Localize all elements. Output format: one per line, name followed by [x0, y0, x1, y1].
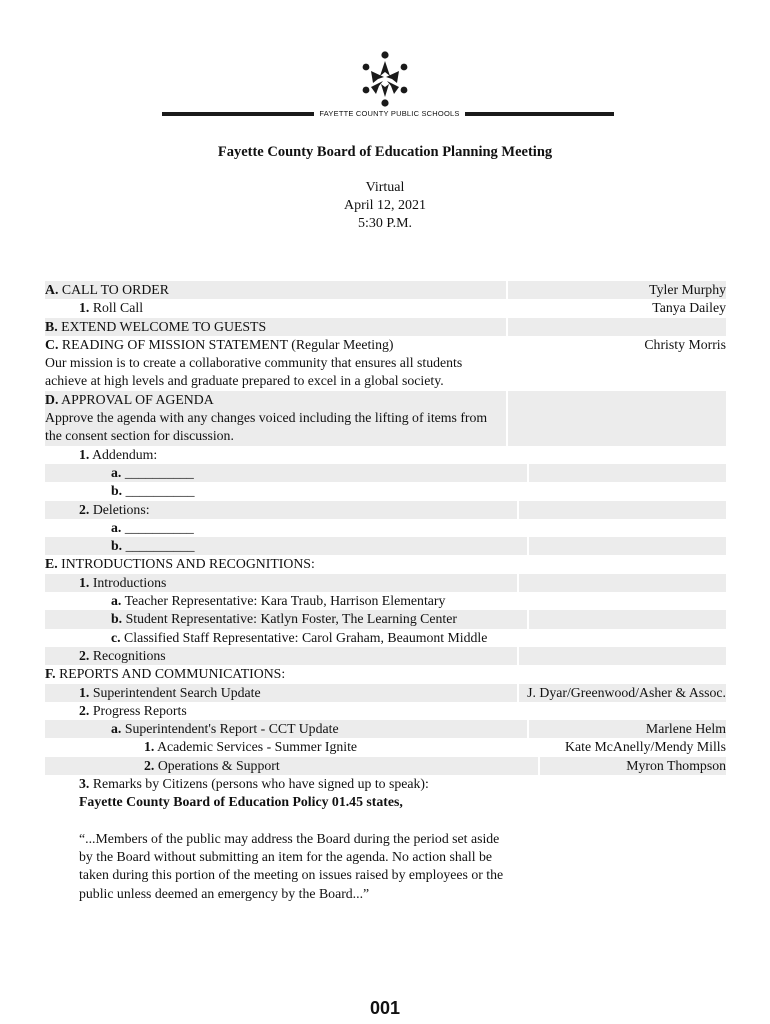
agenda-item-label: Student Representative: Katlyn Foster, The Learning Center	[125, 611, 457, 627]
agenda-item-e2	[45, 647, 726, 665]
agenda-item-number: b.	[111, 611, 123, 627]
policy-gap	[79, 812, 504, 830]
agenda-item-number: 1.	[144, 739, 155, 755]
agenda-item-d2b	[45, 537, 726, 555]
agenda-item-text	[45, 501, 517, 519]
agenda-item-a1	[45, 299, 726, 317]
agenda-item-presenter	[508, 409, 726, 446]
agenda-item-e1b	[45, 610, 726, 628]
agenda-item-label: __________	[125, 483, 195, 499]
agenda-item-text	[45, 354, 506, 391]
agenda-item-text	[45, 464, 527, 482]
agenda-item-text	[45, 537, 527, 555]
agenda-item-text	[45, 592, 527, 610]
agenda-item-presenter	[529, 519, 726, 537]
meeting-title: Fayette County Board of Education Planning Meeting	[217, 144, 553, 160]
agenda-item-number: 1.	[79, 446, 90, 462]
agenda-item-label: Addendum:	[92, 446, 158, 462]
meeting-mode: Virtual	[365, 180, 405, 195]
agenda-item-label: __________	[125, 538, 195, 554]
agenda-item-presenter	[508, 555, 726, 573]
agenda-item-text	[45, 629, 527, 647]
agenda-item-presenter	[519, 702, 726, 720]
agenda-item-label: Progress Reports	[92, 702, 187, 718]
agenda-item-label: REPORTS AND COMMUNICATIONS:	[59, 666, 286, 682]
policy-heading: Fayette County Board of Education Policy 01.45 states,	[79, 794, 403, 810]
agenda-item-f	[45, 665, 726, 683]
agenda-item-number: 2.	[79, 702, 90, 718]
page-number: 001	[369, 998, 401, 1018]
agenda-item-text	[45, 482, 527, 500]
agenda-item-text	[45, 610, 527, 628]
agenda-item-d1a	[45, 464, 726, 482]
agenda-item-presenter	[508, 665, 726, 683]
agenda-item-presenter	[519, 647, 726, 665]
agenda-item-label: Recognitions	[92, 647, 166, 663]
agenda-item-text	[45, 519, 527, 537]
header-rule-left	[162, 112, 314, 116]
agenda-item-presenter	[519, 574, 726, 592]
agenda-item-label: INTRODUCTIONS AND RECOGNITIONS:	[61, 556, 315, 572]
policy-quote: “...Members of the public may address the Board during the period set aside by the Board without submitting an item for the agenda. No action shall be taken during this portion of the meeting on issues raised by employees or the public unless deemed an emergency by the Board...”	[79, 830, 504, 901]
agenda-item-label: Roll Call	[92, 300, 144, 316]
agenda-item-label: Deletions:	[92, 501, 150, 517]
agenda-item-text	[45, 738, 538, 756]
agenda-item-presenter: Kate McAnelly/Mendy Mills	[565, 739, 726, 755]
agenda-item-label: READING OF MISSION STATEMENT (Regular Meeting)	[61, 336, 394, 352]
agenda-item-e1a	[45, 592, 726, 610]
agenda-item-d1	[45, 446, 726, 464]
agenda-item-presenter: Myron Thompson	[540, 757, 726, 775]
agenda-item-presenter	[508, 318, 726, 336]
agenda-item-label: Superintendent Search Update	[92, 684, 261, 700]
agenda-item-text	[45, 409, 506, 446]
header-rule-right	[465, 112, 614, 116]
policy-block	[45, 793, 504, 902]
agenda-item-text	[45, 318, 506, 336]
agenda-item-text	[45, 555, 506, 573]
meeting-date: April 12, 2021	[343, 198, 427, 213]
agenda-item-d2a	[45, 519, 726, 537]
agenda-item-d	[45, 391, 726, 409]
agenda-item-c-body	[45, 354, 726, 391]
agenda-item-number: 1.	[79, 684, 90, 700]
agenda-item-presenter: Christy Morris	[644, 336, 726, 352]
agenda-item-number: a.	[111, 464, 122, 480]
agenda-item-text	[45, 720, 527, 738]
agenda-item-text	[45, 775, 517, 793]
agenda-item-label: Superintendent's Report - CCT Update	[124, 721, 339, 737]
agenda-item-text	[45, 281, 506, 299]
district-logo-icon	[357, 50, 413, 108]
agenda-item-presenter: J. Dyar/Greenwood/Asher & Assoc.	[519, 684, 726, 702]
agenda-item-text	[45, 391, 506, 409]
agenda-item-d1b	[45, 482, 726, 500]
agenda-item-number: a.	[111, 519, 122, 535]
agenda-item-number: a.	[111, 593, 122, 609]
agenda-item-label: Teacher Representative: Kara Traub, Harrison Elementary	[124, 593, 446, 609]
agenda-item-number: C.	[45, 336, 59, 352]
agenda-item-presenter	[529, 629, 726, 647]
agenda-item-e	[45, 555, 726, 573]
agenda-item-number: A.	[45, 282, 59, 297]
agenda-item-f1	[45, 684, 726, 702]
district-logo	[0, 0, 770, 130]
agenda-item-label: __________	[124, 464, 194, 480]
agenda-item-text	[45, 336, 506, 354]
agenda-item-label: Academic Services - Summer Ignite	[157, 739, 358, 755]
org-name: FAYETTE COUNTY PUBLIC SCHOOLS	[319, 109, 460, 118]
meeting-time: 5:30 P.M.	[357, 216, 413, 231]
agenda-item-presenter	[529, 610, 726, 628]
agenda-item-presenter	[519, 446, 726, 464]
agenda-item-text	[45, 684, 517, 702]
agenda-item-presenter	[529, 464, 726, 482]
agenda-item-f2a	[45, 720, 726, 738]
agenda-item-number: 2.	[144, 757, 155, 773]
agenda-item-f2a2	[45, 757, 726, 775]
agenda-item-number: 2.	[79, 647, 90, 663]
agenda-item-b	[45, 318, 726, 336]
agenda-item-f2	[45, 702, 726, 720]
agenda-item-number: a.	[111, 721, 122, 737]
agenda-item-label: APPROVAL OF AGENDA	[61, 391, 214, 407]
agenda-item-presenter: Marlene Helm	[529, 720, 726, 738]
agenda-item-label: Introductions	[92, 574, 167, 590]
agenda-item-text	[45, 446, 517, 464]
agenda-item-text	[45, 702, 517, 720]
agenda-item-number: 2.	[79, 501, 90, 517]
agenda-item-label: Approve the agenda with any changes voiced including the lifting of items from the consent section for discussion.	[45, 410, 488, 444]
agenda-item-label: Our mission is to create a collaborative community that ensures all students achieve at high levels and graduate prepared to excel in a global society.	[45, 355, 463, 389]
agenda-item-d-body	[45, 409, 726, 446]
agenda-item-text	[45, 647, 517, 665]
agenda-item-number: b.	[111, 483, 123, 499]
agenda-item-label: CALL TO ORDER	[61, 282, 169, 297]
agenda-item-number: b.	[111, 538, 123, 554]
agenda-item-e1	[45, 574, 726, 592]
agenda-item-presenter	[529, 592, 726, 610]
agenda-item-number: c.	[111, 629, 121, 645]
agenda-item-presenter	[529, 482, 726, 500]
agenda-item-f3	[45, 775, 726, 793]
agenda-item-number: 1.	[79, 574, 90, 590]
agenda-item-text	[45, 665, 506, 683]
agenda-item-presenter	[529, 537, 726, 555]
agenda-item-number: 3.	[79, 776, 90, 792]
agenda-item-presenter: Tyler Murphy	[508, 281, 726, 299]
agenda-item-presenter	[519, 501, 726, 519]
agenda-item-number: E.	[45, 556, 58, 572]
agenda-item-d2	[45, 501, 726, 519]
agenda-item-label: __________	[124, 519, 194, 535]
agenda-item-a	[45, 281, 726, 299]
agenda-item-text	[45, 299, 517, 317]
agenda-item-label: Classified Staff Representative: Carol Graham, Beaumont Middle	[124, 629, 488, 645]
agenda-item-number: F.	[45, 666, 56, 682]
agenda-item-presenter	[508, 354, 726, 391]
agenda-item-presenter	[508, 391, 726, 409]
agenda-item-presenter: Tanya Dailey	[652, 300, 726, 316]
agenda-list	[45, 281, 726, 903]
agenda-item-f2a1	[45, 738, 726, 756]
agenda-item-text	[45, 574, 517, 592]
agenda-item-number: 1.	[79, 300, 90, 316]
agenda-item-label: EXTEND WELCOME TO GUESTS	[61, 318, 267, 334]
agenda-item-label: Operations & Support	[157, 757, 280, 773]
agenda-item-presenter	[519, 775, 726, 793]
agenda-item-text	[45, 757, 538, 775]
agenda-item-label: Remarks by Citizens (persons who have signed up to speak):	[92, 776, 429, 792]
agenda-item-number: B.	[45, 318, 58, 334]
agenda-item-e1c	[45, 629, 726, 647]
agenda-item-number: D.	[45, 391, 59, 407]
agenda-item-c	[45, 336, 726, 354]
